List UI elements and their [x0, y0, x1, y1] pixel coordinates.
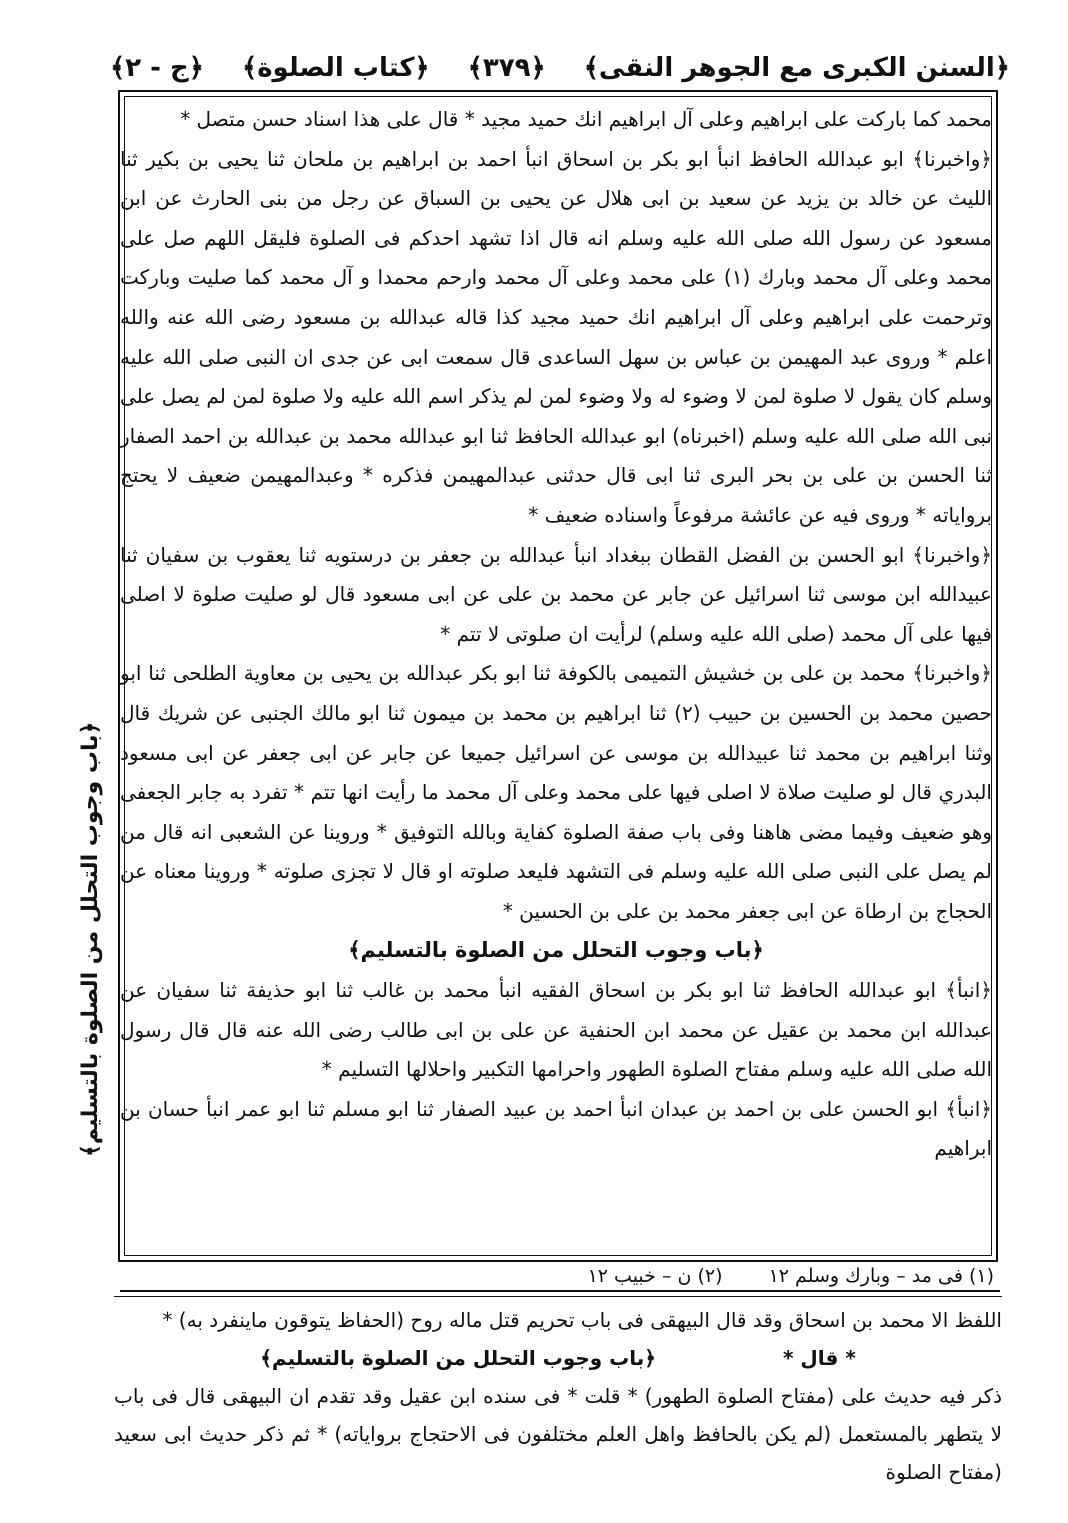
footnotes [120, 1262, 1000, 1292]
commentary-label: * قال * [783, 1346, 856, 1370]
page-header [110, 48, 1010, 88]
commentary-heading [114, 1339, 1002, 1377]
section-name: ﴿كتاب الصلوة﴾ [241, 53, 430, 83]
commentary-paragraph-2: ذكر فيه حديث على (مفتاح الصلوة الطهور) * قلت * فى سنده ابن عقيل وقد تقدم ان البيهقى قال فى باب لا يتطهر بالمستعمل (لم يكن بالحافظ واهل العلم مختلفون فى الاحتجاج برواياته) * ثم ذكر حديث ابى سعيد (مفتاح الصلوة [114, 1384, 1002, 1484]
footnote-1: (١) فى مد – وبارك وسلم ١٢ [768, 1265, 994, 1287]
paragraph-1: محمد كما باركت على ابراهيم وعلى آل ابراهيم انك حميد مجيد * قال على هذا اسناد حسن متصل * [180, 107, 992, 131]
commentary-paragraph-1: اللفظ الا محمد بن اسحاق وقد قال البيهقى فى باب تحريم قتل ماله روح (الحفاظ يتوقون ماينفرد به) * [162, 1308, 1002, 1332]
commentary-chapter-title: ﴿باب وجوب التحلل من الصلوة بالتسليم﴾ [260, 1346, 657, 1370]
footnote-2: (٢) ن – خبيب ١٢ [587, 1265, 723, 1287]
volume-number: ﴿ج - ٢﴾ [110, 53, 204, 83]
chapter-heading: ﴿باب وجوب التحلل من الصلوة بالتسليم﴾ [348, 938, 764, 963]
main-text [120, 100, 992, 1169]
paragraph-6: ﴿انبأ﴾ ابو الحسن على بن احمد بن عبدان انبأ احمد بن عبيد الصفار ثنا ابو مسلم ثنا ابو عمر انبأ حسان بن ابراهيم [120, 1096, 992, 1161]
margin-chapter-title: ﴿باب وجوب التحلل من الصلوة بالتسليم﴾ [78, 722, 103, 1158]
paragraph-4: ﴿واخبرنا﴾ محمد بن على بن خشيش التميمى بالكوفة ثنا ابو بكر عبدالله بن يحيى بن معاوية الطلحى ثنا ابو حصين محمد بن الحسين بن حبيب (٢) ثنا ابراهيم بن محمد بن ميمون ثنا ابو مالك الجنبى عن شريك قال وثنا ابراهيم بن محمد ثنا عبيدالله بن موسى عن اسرائيل جميعا عن جابر عن ابى جعفر عن ابى مسعود البدري قال لو صليت صلاة لا اصلى فيها على محمد وعلى آل محمد ما رأيت انها تتم * تفرد به جابر الجعفى وهو ضعيف وفيما مضى هاهنا وفى باب صفة الصلوة كفاية وبالله التوفيق * وروينا عن الشعبى انه قال من لم يصل على النبى صلى الله عليه وسلم فى التشهد فليعد صلوته او قال لا تجزى صلوته * وروينا معناه عن الحجاج بن ارطاة عن ابى جعفر محمد بن على بن الحسين * [120, 661, 992, 923]
paragraph-2: ﴿واخبرنا﴾ ابو عبدالله الحافظ انبأ ابو بكر بن اسحاق انبأ احمد بن ابراهيم بن ملحان ثنا يحيى بن بكير ثنا الليث عن خالد بن يزيد عن سعيد بن ابى هلال عن يحيى بن السباق عن رجل من بنى الحارث عن ابن مسعود عن رسول الله صلى الله عليه وسلم انه قال اذا تشهد احدكم فى الصلوة فليقل اللهم صل على محمد وعلى آل محمد وبارك (١) على محمد وعلى آل محمد وارحم محمدا و آل محمد كما صليت وباركت وترحمت على ابراهيم وعلى آل ابراهيم انك حميد مجيد كذا قاله عبدالله بن مسعود رضى الله عنه والله اعلم * وروى عبد المهيمن بن عباس بن سهل الساعدى قال سمعت ابى عن جدى ان النبى صلى الله عليه وسلم كان يقول لا صلوة لمن لا وضوء له ولا وضوء لمن لم يذكر اسم الله عليه ولا صلوة لمن لم يصل على نبى الله صلى الله عليه وسلم (اخبرناه) ابو عبدالله الحافظ ثنا ابو عبدالله محمد بن عبدالله بن احمد الصفار ثنا الحسن بن على بن بحر البرى ثنا ابى قال حدثنى عبدالمهيمن فذكره * وعبدالمهيمن ضعيف لا يحتج برواياته * وروى فيه عن عائشة مرفوعاً واسناده ضعيف * [120, 146, 992, 527]
book-title: ﴿السنن الكبرى مع الجوهر النقى﴾ [583, 53, 1010, 83]
paragraph-5: ﴿انبأ﴾ ابو عبدالله الحافظ ثنا ابو بكر بن اسحاق الفقيه انبأ محمد بن غالب ثنا ابو حذيفة ثنا سفيان عن عبدالله ابن محمد بن عقيل عن محمد ابن الحنفية عن على بن ابى طالب رضى الله عنه قال قال رسول الله صلى الله عليه وسلم مفتاح الصلوة الطهور واحرامها التكبير واحلالها التسليم * [120, 978, 992, 1082]
paragraph-3: ﴿واخبرنا﴾ ابو الحسن بن الفضل القطان ببغداد انبأ عبدالله بن جعفر بن درستويه ثنا يعقوب بن سفيان ثنا عبيدالله ابن موسى ثنا اسرائيل عن جابر عن محمد بن على عن ابى مسعود قال لو صليت صلوة لا اصلى فيها على آل محمد (صلى الله عليه وسلم) لرأيت ان صلوتى لا تتم * [120, 542, 992, 646]
page-number: ﴿٣٧٩﴾ [467, 53, 546, 83]
commentary-section [114, 1296, 1002, 1491]
